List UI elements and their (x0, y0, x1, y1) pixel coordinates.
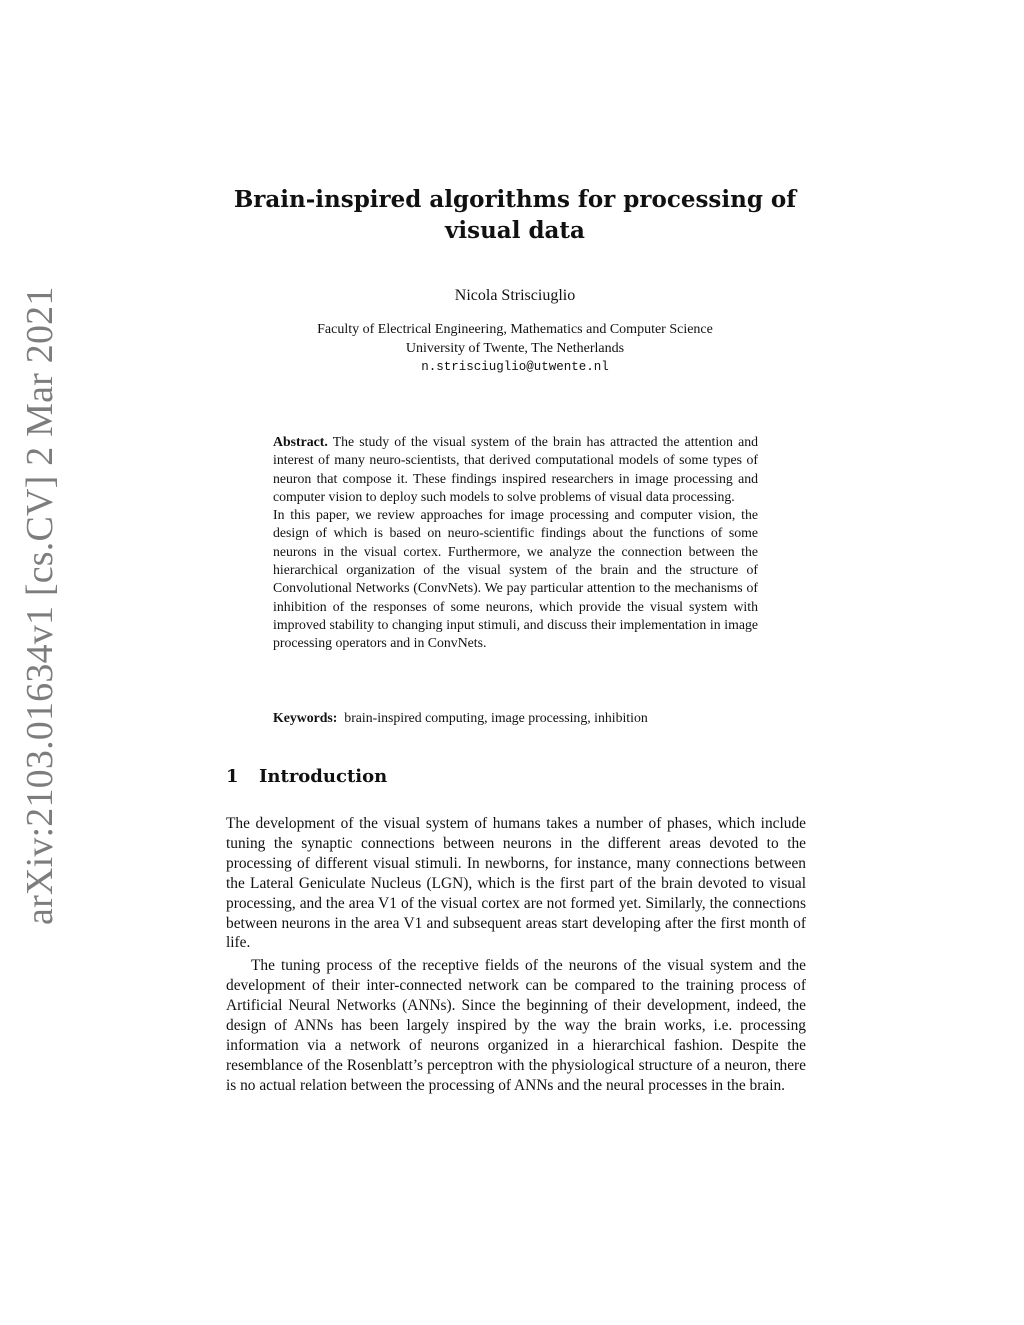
keywords (273, 709, 758, 727)
abstract-text-1: The study of the visual system of the brain has attracted the attention and interest of many neuro-scientists, that derived computational models of some types of neuron that compose it. These findings inspired researchers in image processing and computer vision to deploy such models to solve problems of visual data processing. (273, 434, 758, 504)
section-title: Introduction (259, 766, 388, 787)
abstract-label: Abstract. (273, 434, 328, 449)
section-heading-introduction (226, 765, 387, 789)
section-number: 1 (226, 766, 239, 787)
arxiv-identifier-stamp: arXiv:2103.01634v1 [cs.CV] 2 Mar 2021 (19, 286, 61, 925)
affiliation-university: University of Twente, The Netherlands (405, 341, 625, 356)
body-paragraph-2: The tuning process of the receptive fields of the neurons of the visual system and the development of their inter-connected network can be compared to the training process of Artificial Neural Networks (ANNs). Since the beginning of their development, indeed, the design of ANNs has been largely inspired by the way the brain works, i.e. processing information via a network of neurons organized in a hierarchical fashion. Despite the resemblance of the Rosenblatt’s perceptron with the physiological structure of a neuron, there is no actual relation between the processing of ANNs and the neural processes in the brain. (226, 957, 806, 1094)
introduction-body (226, 814, 806, 1096)
author-name: Nicola Strisciuglio (454, 287, 576, 304)
author-affiliation (220, 320, 810, 377)
abstract (273, 433, 758, 653)
body-paragraph-1: The development of the visual system of humans takes a number of phases, which include tuning the synaptic connections between neurons in the different areas devoted to the processing of different visual stimuli. In newborns, for instance, many connections between the Lateral Geniculate Nucleus (LGN), which is the first part of the brain devoted to visual processing, and the area V1 of the visual cortex are not formed yet. Similarly, the connections between neurons in the area V1 and subsequent areas start developing after the first month of life. (226, 815, 806, 952)
affiliation-faculty: Faculty of Electrical Engineering, Mathematics and Computer Science (317, 322, 713, 337)
abstract-paragraph-1 (273, 433, 758, 506)
paper-title: Brain-inspired algorithms for processing of visual data (233, 186, 797, 244)
keywords-label: Keywords: (273, 710, 338, 725)
keywords-text: brain-inspired computing, image processing, inhibition (344, 710, 648, 725)
author-email: n.strisciuglio@utwente.nl (421, 360, 609, 374)
abstract-paragraph-2: In this paper, we review approaches for image processing and computer vision, the design of which is based on neuro-scientific findings about the functions of some neurons in the visual cortex. Furthermore, we analyze the connection between the hierarchical organization of the visual system of the brain and the structure of Convolutional Networks (ConvNets). We pay particular attention to the mechanisms of inhibition of the responses of some neurons, which provide the visual system with improved stability to changing input stimuli, and discuss their implementation in image processing operators and in ConvNets. (273, 507, 758, 651)
